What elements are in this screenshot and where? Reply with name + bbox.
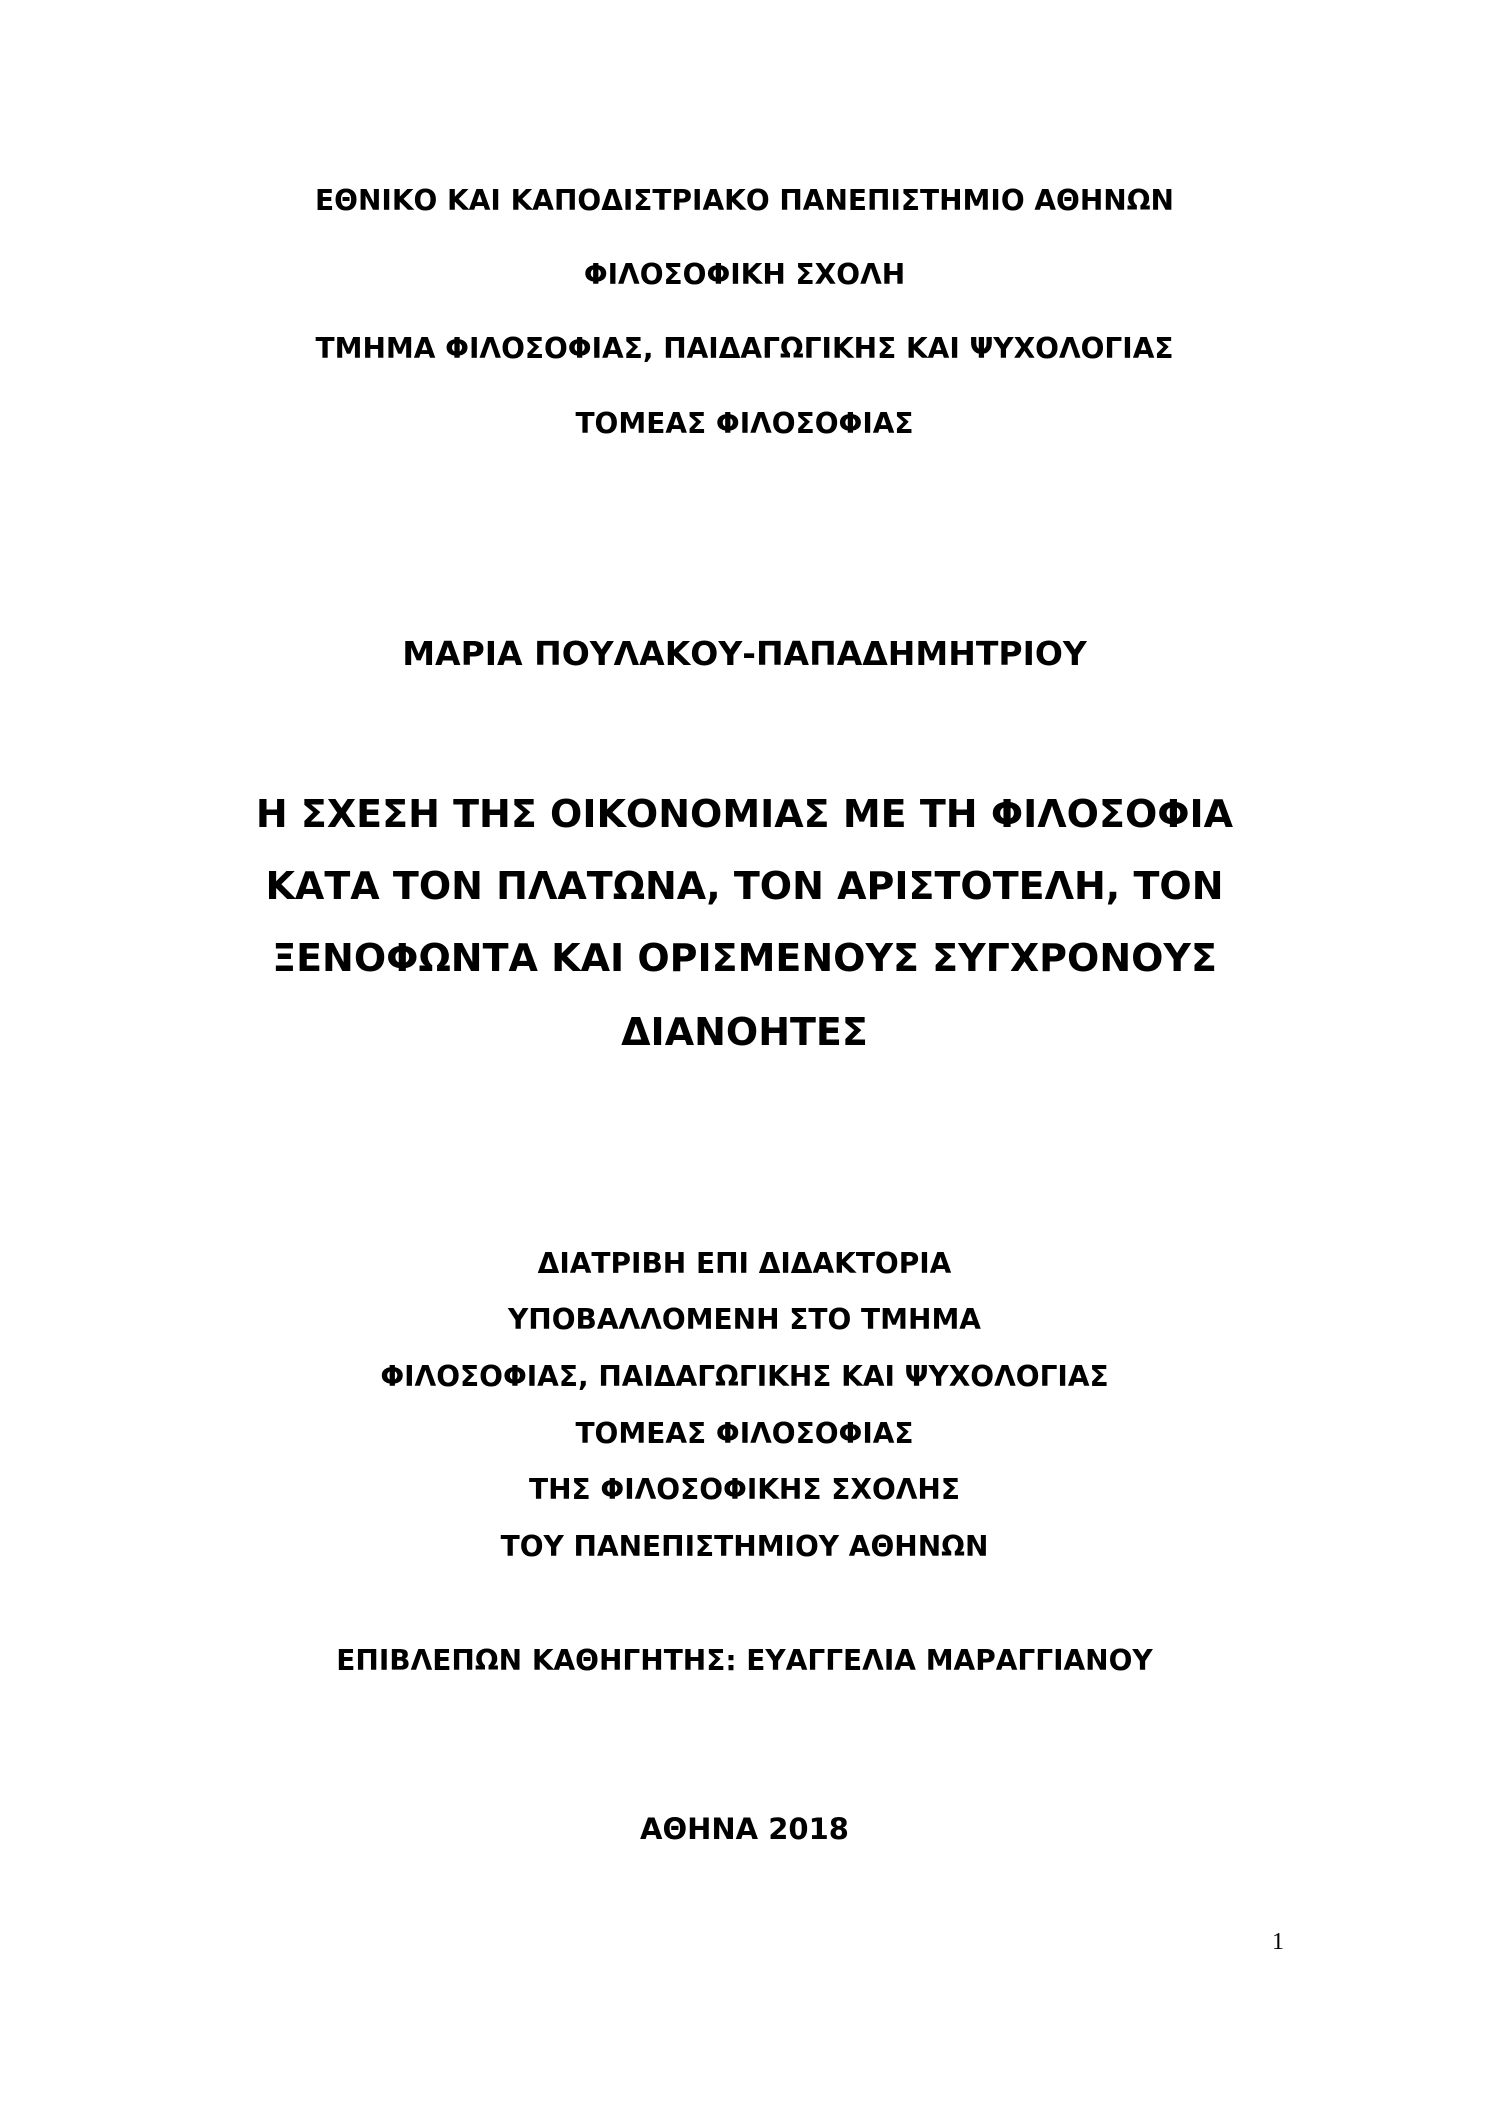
- place-date: ΑΘΗΝΑ 2018: [640, 1812, 849, 1846]
- submission-line: ΥΠΟΒΑΛΛΟΜΕΝΗ ΣΤΟ ΤΜΗΜΑ: [508, 1303, 981, 1336]
- submission-line: ΔΙΑΤΡΙΒΗ ΕΠΙ ΔΙΔΑΚΤΟΡΙΑ: [537, 1247, 952, 1280]
- submission-line: ΤΟΜΕΑΣ ΦΙΛΟΣΟΦΙΑΣ: [575, 1417, 914, 1450]
- submission-line: ΤΗΣ ΦΙΛΟΣΟΦΙΚΗΣ ΣΧΟΛΗΣ: [528, 1473, 960, 1506]
- department-name: ΤΜΗΜΑ ΦΙΛΟΣΟΦΙΑΣ, ΠΑΙΔΑΓΩΓΙΚΗΣ ΚΑΙ ΨΥΧΟΛΟΓΙΑΣ: [315, 332, 1174, 365]
- page-number: 1: [1272, 1929, 1284, 1955]
- title-line: ΚΑΤΑ ΤΟΝ ΠΛΑΤΩΝΑ, ΤΟΝ ΑΡΙΣΤΟΤΕΛΗ, ΤΟΝ: [265, 864, 1224, 908]
- school-name: ΦΙΛΟΣΟΦΙΚΗ ΣΧΟΛΗ: [583, 258, 906, 291]
- supervisor-line: ΕΠΙΒΛΕΠΩΝ ΚΑΘΗΓΗΤΗΣ: ΕΥΑΓΓΕΛΙΑ ΜΑΡΑΓΓΙΑΝΟΥ: [336, 1644, 1153, 1677]
- submission-line: ΤΟΥ ΠΑΝΕΠΙΣΤΗΜΙΟΥ ΑΘΗΝΩΝ: [500, 1530, 989, 1563]
- title-line: ΔΙΑΝΟΗΤΕΣ: [621, 1010, 868, 1054]
- university-name: ΕΘΝΙΚΟ ΚΑΙ ΚΑΠΟΔΙΣΤΡΙΑΚΟ ΠΑΝΕΠΙΣΤΗΜΙΟ ΑΘΗΝΩΝ: [315, 184, 1174, 217]
- sector-name: ΤΟΜΕΑΣ ΦΙΛΟΣΟΦΙΑΣ: [575, 407, 914, 440]
- submission-line: ΦΙΛΟΣΟΦΙΑΣ, ΠΑΙΔΑΓΩΓΙΚΗΣ ΚΑΙ ΨΥΧΟΛΟΓΙΑΣ: [380, 1360, 1109, 1393]
- title-line: Η ΣΧΕΣΗ ΤΗΣ ΟΙΚΟΝΟΜΙΑΣ ΜΕ ΤΗ ΦΙΛΟΣΟΦΙΑ: [255, 792, 1234, 836]
- title-line: ΞΕΝΟΦΩΝΤΑ ΚΑΙ ΟΡΙΣΜΕΝΟΥΣ ΣΥΓΧΡΟΝΟΥΣ: [272, 936, 1217, 980]
- author-name: ΜΑΡΙΑ ΠΟΥΛΑΚΟΥ-ΠΑΠΑΔΗΜΗΤΡΙΟΥ: [402, 634, 1087, 673]
